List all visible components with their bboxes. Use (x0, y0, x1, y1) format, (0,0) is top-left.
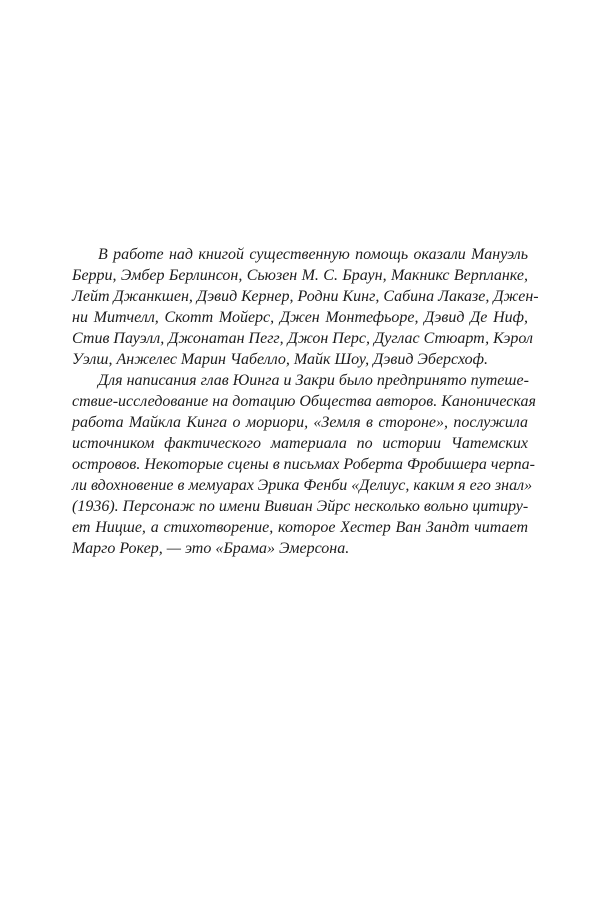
text-line: ни Митчелл, Скотт Мойерс, Джен Монтефьоре, Дэвид Де Ниф, (72, 309, 528, 326)
text-line: работа Майкла Кинга о мориори, «Земля в стороне», послужила (72, 414, 528, 431)
text-line: источником фактического материала по истории Чатемских (72, 435, 528, 452)
text-line: островов. Некоторые сцены в письмах Роберта Фробишера черпа- (72, 456, 535, 473)
text-line: Уэлш, Анжелес Марин Чабелло, Майк Шоу, Дэвид Эберсхоф. (72, 351, 488, 368)
text-line: Марго Рокер, — это «Брама» Эмерсона. (72, 540, 350, 557)
paragraph-acknowledgments (72, 244, 539, 370)
text-line: Для написания глав Юинга и Закри было предпринято путеше- (98, 372, 529, 389)
text-line: (1936). Персонаж по имени Вивиан Эйрс несколько вольно цитиру- (72, 498, 529, 515)
text-line: ствие-исследование на дотацию Общества авторов. Каноническая (72, 393, 536, 410)
text-line: Лейт Джанкшен, Дэвид Кернер, Родни Кинг, Сабина Лаказе, Джен- (72, 288, 539, 305)
text-line: Стив Пауэлл, Джонатан Пегг, Джон Перс, Дуглас Стюарт, Кэрол (72, 330, 533, 347)
text-line: В работе над книгой существенную помощь оказали Мануэль (98, 246, 528, 263)
paragraph-sources (72, 370, 536, 559)
text-line: ет Ницше, а стихотворение, которое Хестер Ван Зандт читает (72, 519, 528, 536)
text-line: Берри, Эмбер Берлинсон, Сьюзен М. С. Браун, Макникс Верпланке, (72, 267, 528, 284)
text-line: ли вдохновение в мемуарах Эрика Фенби «Делиус, каким я его знал» (72, 477, 533, 494)
acknowledgments-text (72, 244, 539, 559)
